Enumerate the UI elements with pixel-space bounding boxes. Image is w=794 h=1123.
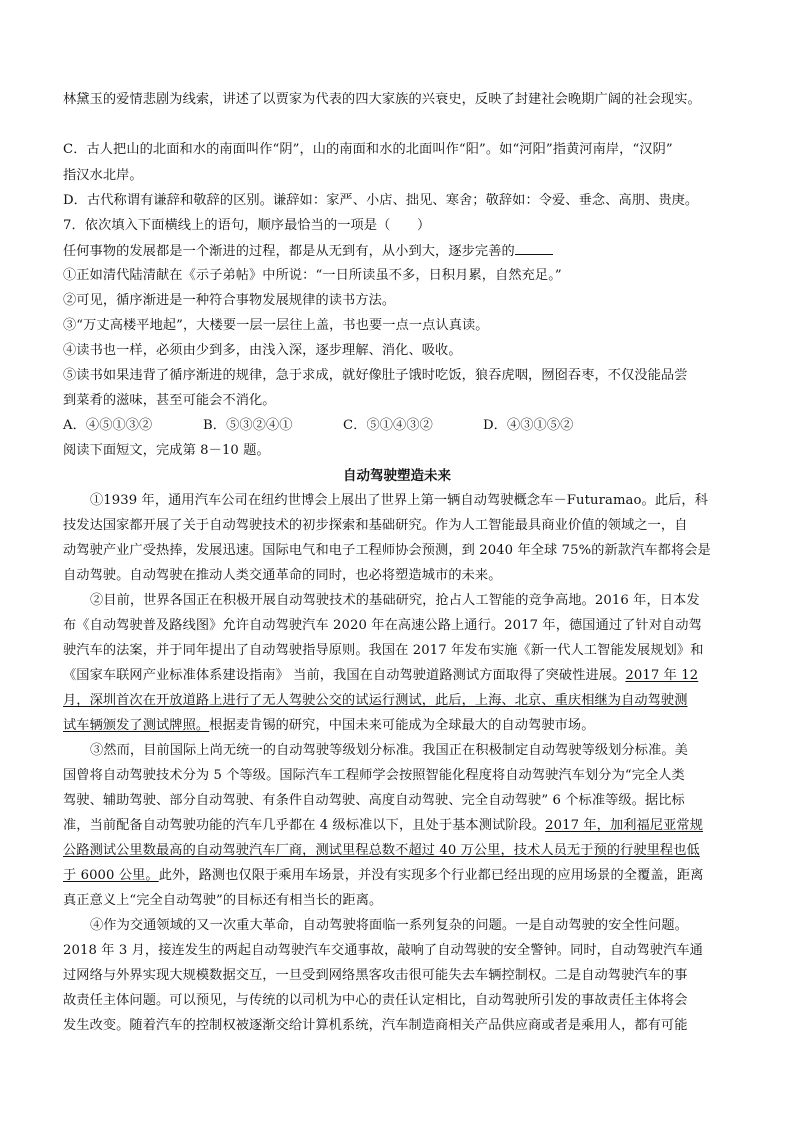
article-p2-line4 <box>63 667 735 685</box>
article-p2-line4-text: 《国家车联网产业标准体系建设指南》 当前，我国在自动驾驶道路测试方面取得了突破性进展。 <box>63 668 626 683</box>
article-p4-line3: 过网络与外界实现大规模数据交互，一旦受到网络黑客攻击很可能失去车辆控制权。二是自动驾驶汽车的事 <box>63 968 688 983</box>
q7-sentence-5-line1: ⑤读书如果违背了循序渐进的规律，急于求成，就好像肚子饿时吃饭，狼吞虎咽，囫囵吞枣，不仅没能品尝 <box>63 368 688 383</box>
article-p3-line4 <box>63 817 735 835</box>
article-title: 自动驾驶塑造未来 <box>343 468 451 484</box>
article-p1-line4: 自动驾驶。自动驾驶在推动人类交通革命的同时，也必将塑造城市的未来。 <box>63 568 502 583</box>
q7-sentence-5-line2: 到菜肴的滋味，甚至可能会不消化。 <box>63 393 276 408</box>
article-p2-line2: 布《自动驾驶普及路线图》允许自动驾驶汽车 2020 年在高速公路上通行。2017 年，德国通过了针对自动驾 <box>63 618 702 633</box>
article-p3-line7: 真正意义上“完全自动驾驶”的目标还有相当长的距离。 <box>63 893 383 908</box>
article-p2-line5 <box>63 692 735 710</box>
q7-option-a: A．④⑤①③② <box>63 418 153 433</box>
underlined-sentence: 试车辆颁发了测试牌照。 <box>63 718 210 733</box>
article-p3-line6-text: 此外，路测也仅限于乘用车场景，并没有实现多个行业都已经出现的应用场景的全覆盖，距离 <box>158 868 704 883</box>
q6-option-c-line1: C．古人把山的北面和水的南面叫作“阴”，山的南面和水的北面叫作“阳”。如“河阳”指黄河南岸，“汉阴” <box>63 142 673 157</box>
article-p1-line1: ①1939 年，通用汽车公司在纽约世博会上展出了世界上第一辆自动驾驶概念车－Futuramao。此后，科 <box>90 493 708 508</box>
q7-prompt <box>63 242 735 261</box>
q6-option-b-continuation: 林黛玉的爱情悲剧为线索，讲述了以贾家为代表的四大家族的兴衰史，反映了封建社会晚期广阔的社会现实。 <box>63 92 701 107</box>
article-p1-line3: 动驾驶产业广受热捧，发展迅速。国际电气和电子工程师协会预测，到 2040 年全球 75%的新款汽车都将会是 <box>63 543 711 558</box>
underlined-sentence: 2017 年 12 <box>625 668 699 683</box>
q6-option-d: D．古代称谓有谦辞和敬辞的区别。谦辞如：家严、小店、拙见、寒舍；敬辞如：令爱、垂念、高朋、贵庚。 <box>63 193 699 208</box>
article-p2-line3: 驶汽车的法案，并于同年提出了自动驾驶指导原则。我国在 2017 年发布实施《新一代人工智能发展规划》和 <box>63 643 704 658</box>
article-p4-line5: 发生改变。随着汽车的控制权被逐渐交给计算机系统，汽车制造商相关产品供应商或者是乘用人，都有可能 <box>63 1018 688 1033</box>
article-p2-line6 <box>63 717 735 735</box>
q7-stem: 7．依次填入下面横线上的语句，顺序最恰当的一项是（ ） <box>63 218 431 233</box>
q7-option-b: B．⑤③②④① <box>203 418 293 433</box>
article-p3-line1: ③然而，目前国际上尚无统一的自动驾驶等级划分标准。我国正在积极制定自动驾驶等级划分标准。美 <box>90 743 688 758</box>
q7-prompt-text: 任何事物的发展都是一个渐进的过程，都是从无到有，从小到大，逐步完善的 <box>63 244 515 259</box>
article-p3-line2: 国曾将自动驾驶技术分为 5 个等级。国际汽车工程师学会按照智能化程度将自动驾驶汽车划分为“完全人类 <box>63 768 685 783</box>
underlined-sentence: 公路测试公里数最高的自动驾驶汽车厂商，测试里程总数不超过 40 万公里，技术人员无于预的行驶里程也低 <box>63 843 700 858</box>
reading-intro: 阅读下面短文，完成第 8－10 题。 <box>63 443 270 458</box>
q6-option-c-line2: 指汉水北岸。 <box>63 168 143 183</box>
q7-sentence-3: ③“万丈高楼平地起”，大楼要一层一层往上盖，书也要一点一点认真读。 <box>63 318 489 333</box>
q7-sentence-1: ①正如清代陆清献在《示子弟帖》中所说：“一日所读虽不多，日积月累，自然充足。” <box>63 268 562 283</box>
article-p2-line6-text: 根据麦肯锡的研究，中国未来可能成为全球最大的自动驾驶市场。 <box>209 718 595 733</box>
q7-sentence-2: ②可见，循序渐进是一种符合事物发展规律的读书方法。 <box>63 293 396 308</box>
article-p1-line2: 技发达国家都开展了关于自动驾驶技术的初步探索和基础研究。作为人工智能最具商业价值的领域之一，自 <box>63 518 688 533</box>
article-p2-line1: ②目前，世界各国正在积极开展自动驾驶技术的基础研究，抢占人工智能的竞争高地。2016 年，日本发 <box>90 593 700 608</box>
q7-sentence-4: ④读书也一样，必须由少到多，由浅入深，逐步理解、消化、吸收。 <box>63 343 462 358</box>
article-p3-line6 <box>63 867 735 885</box>
underlined-sentence: 月，深圳首次在开放道路上进行了无人驾驶公交的试运行测试，此后，上海、北京、重庆相继为自动驾驶测 <box>63 693 688 708</box>
article-p4-line2: 2018 年 3 月，接连发生的两起自动驾驶汽车交通事故，敲响了自动驾驶的安全警钟。同时，自动驾驶汽车通 <box>63 943 703 958</box>
underlined-sentence: 于 6000 公里。 <box>63 868 159 883</box>
underlined-sentence: 2017 年，加利福尼亚常规 <box>545 818 703 833</box>
answer-blank <box>515 242 553 255</box>
q7-option-c: C．⑤①④③② <box>343 418 433 433</box>
article-p3-line5 <box>63 842 735 860</box>
article-p4-line4: 故责任主体问题。可以预见，与传统的以司机为中心的责任认定相比，自动驾驶所引发的事故责任主体将会 <box>63 993 688 1008</box>
article-p4-line1: ④作为交通领域的又一次重大革命，自动驾驶将面临一系列复杂的问题。一是自动驾驶的安全性问题。 <box>90 918 688 933</box>
article-p3-line4-text: 准，当前配备自动驾驶功能的汽车几乎都在 4 级标准以下，且处于基本测试阶段。 <box>63 818 546 833</box>
article-p3-line3: 驾驶、辅助驾驶、部分自动驾驶、有条件自动驾驶、高度自动驾驶、完全自动驾驶” 6 个标准等级。据比标 <box>63 793 685 808</box>
q7-option-d: D．④③①⑤② <box>483 418 574 433</box>
